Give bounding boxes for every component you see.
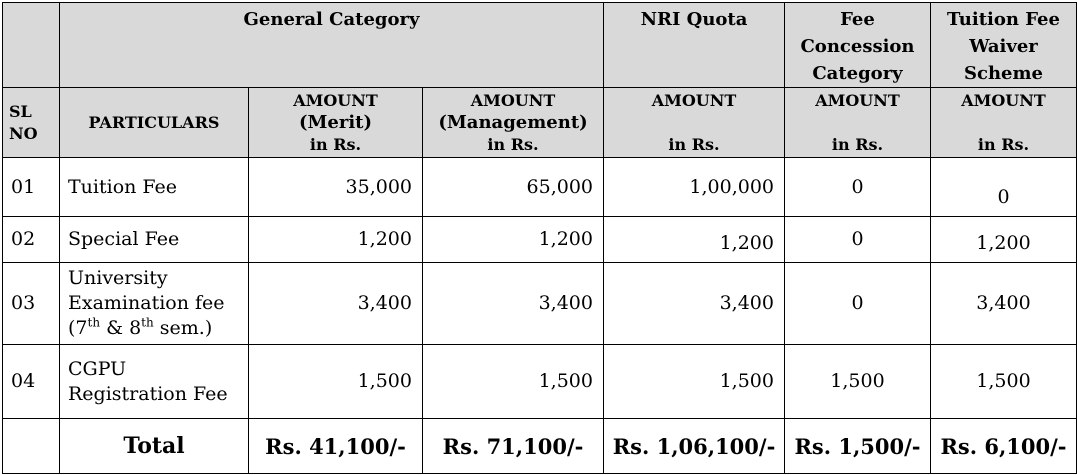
nri-cell: 1,00,000 <box>604 158 785 217</box>
concession-cell: 0 <box>785 158 931 217</box>
concession-cell: 1,500 <box>785 345 931 419</box>
amount-management-header <box>423 88 604 158</box>
nri-cell: 1,200 <box>604 217 785 263</box>
amount-nri-header <box>604 88 785 158</box>
particular-line-1: University <box>68 267 168 289</box>
amount-management-unit: in Rs. <box>487 135 539 154</box>
amount-merit-sublabel: (Merit) <box>298 112 373 133</box>
amount-management-label: AMOUNT <box>470 91 556 110</box>
merit-cell: 3,400 <box>249 263 423 345</box>
fee-table <box>2 2 1077 474</box>
sl-cell: 04 <box>3 345 60 419</box>
total-management: Rs. 71,100/- <box>423 419 604 474</box>
particular-cell <box>60 263 249 345</box>
total-waiver: Rs. 6,100/- <box>931 419 1077 474</box>
waiver-cell: 3,400 <box>931 263 1077 345</box>
amount-merit-unit: in Rs. <box>309 135 362 154</box>
sl-no-header: SL NO <box>3 88 60 158</box>
total-row <box>3 419 1077 474</box>
amount-concession-header <box>785 88 931 158</box>
total-nri: Rs. 1,06,100/- <box>604 419 785 474</box>
particular-line-2: Examination fee <box>68 292 225 314</box>
amount-management-sublabel: (Management) <box>438 112 588 133</box>
sl-cell: 03 <box>3 263 60 345</box>
particulars-header: PARTICULARS <box>60 88 249 158</box>
blank-corner-cell <box>3 3 60 88</box>
particular-line-2: Registration Fee <box>68 382 228 405</box>
amount-concession-unit: in Rs. <box>831 135 884 154</box>
amount-waiver-label: AMOUNT <box>961 91 1046 110</box>
table-row <box>3 217 1077 263</box>
table-row <box>3 158 1077 217</box>
sl-cell: 01 <box>3 158 60 217</box>
sl-cell: 02 <box>3 217 60 263</box>
amount-merit-label: AMOUNT <box>293 91 378 110</box>
waiver-cell: 0 <box>931 158 1077 217</box>
amount-nri-unit: in Rs. <box>668 135 720 154</box>
management-cell: 1,500 <box>423 345 604 419</box>
table-row <box>3 263 1077 345</box>
management-cell: 3,400 <box>423 263 604 345</box>
fee-concession-header: Fee Concession Category <box>785 3 931 88</box>
general-category-header: General Category <box>60 3 604 88</box>
nri-quota-header: NRI Quota <box>604 3 785 88</box>
amount-nri-label: AMOUNT <box>651 91 737 110</box>
amount-waiver-header <box>931 88 1077 158</box>
merit-cell: 1,200 <box>249 217 423 263</box>
header-row-columns <box>3 88 1077 158</box>
management-cell: 1,200 <box>423 217 604 263</box>
amount-waiver-unit: in Rs. <box>977 135 1030 154</box>
total-concession: Rs. 1,500/- <box>785 419 931 474</box>
amount-merit-header <box>249 88 423 158</box>
particular-line-3: (7th & 8th sem.) <box>68 315 213 339</box>
amount-concession-label: AMOUNT <box>815 91 900 110</box>
waiver-cell: 1,500 <box>931 345 1077 419</box>
particular-line-1: CGPU <box>68 357 127 380</box>
total-merit: Rs. 41,100/- <box>249 419 423 474</box>
total-label: Total <box>60 419 249 474</box>
tuition-waiver-header: Tuition Fee Waiver Scheme <box>931 3 1077 88</box>
merit-cell: 1,500 <box>249 345 423 419</box>
concession-cell: 0 <box>785 263 931 345</box>
merit-cell: 35,000 <box>249 158 423 217</box>
particular-cell <box>60 345 249 419</box>
particular-cell: Special Fee <box>60 217 249 263</box>
waiver-cell: 1,200 <box>931 217 1077 263</box>
header-row-group <box>3 3 1077 88</box>
nri-cell: 3,400 <box>604 263 785 345</box>
nri-cell: 1,500 <box>604 345 785 419</box>
particular-cell: Tuition Fee <box>60 158 249 217</box>
total-blank-cell <box>3 419 60 474</box>
table-row <box>3 345 1077 419</box>
concession-cell: 0 <box>785 217 931 263</box>
management-cell: 65,000 <box>423 158 604 217</box>
